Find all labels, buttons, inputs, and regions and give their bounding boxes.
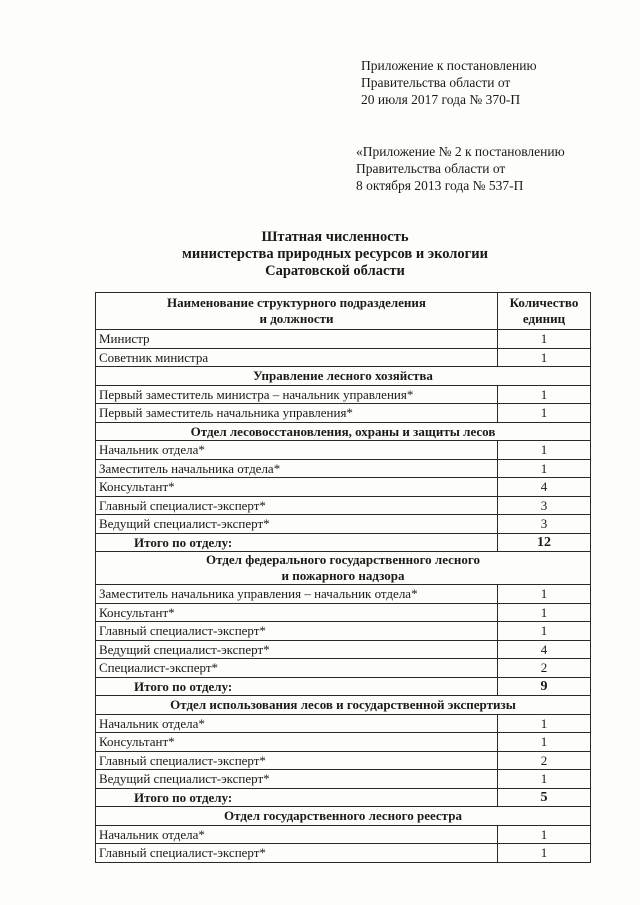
table-row <box>96 659 591 678</box>
unit-count: 3 <box>498 496 591 515</box>
table-row <box>96 404 591 423</box>
position-name: Заместитель начальника отдела* <box>96 459 498 478</box>
section-heading: Отдел федерального государственного лесного и пожарного надзора <box>96 552 591 585</box>
subtotal-row <box>96 533 591 552</box>
unit-count: 1 <box>498 330 591 349</box>
annex-line: 8 октября 2013 года № 537-П <box>356 178 524 193</box>
table-row <box>96 640 591 659</box>
annex-reference-original <box>356 143 565 194</box>
unit-count: 4 <box>498 478 591 497</box>
title-line: Штатная численность <box>261 229 409 245</box>
table-row <box>96 751 591 770</box>
position-name: Министр <box>96 330 498 349</box>
subtotal-row <box>96 677 591 696</box>
unit-count: 1 <box>498 441 591 460</box>
unit-count: 3 <box>498 515 591 534</box>
position-name: Консультант* <box>96 603 498 622</box>
section-heading: Управление лесного хозяйства <box>96 367 591 386</box>
position-name: Начальник отдела* <box>96 714 498 733</box>
position-name: Консультант* <box>96 733 498 752</box>
unit-count: 1 <box>498 844 591 863</box>
subtotal-label: Итого по отделу: <box>96 533 498 552</box>
position-name: Заместитель начальника управления – начальник отдела* <box>96 585 498 604</box>
table-row <box>96 622 591 641</box>
position-name: Консультант* <box>96 478 498 497</box>
position-name: Главный специалист-эксперт* <box>96 622 498 641</box>
subtotal-count: 9 <box>498 677 591 696</box>
annex-line: Правительства области от <box>356 161 506 176</box>
annex-line: Правительства области от <box>361 75 511 90</box>
unit-count: 1 <box>498 348 591 367</box>
position-name: Первый заместитель министра – начальник управления* <box>96 385 498 404</box>
position-name: Начальник отдела* <box>96 825 498 844</box>
position-name: Ведущий специалист-эксперт* <box>96 640 498 659</box>
section-heading: Отдел лесовосстановления, охраны и защиты лесов <box>96 422 591 441</box>
position-name: Специалист-эксперт* <box>96 659 498 678</box>
subtotal-count: 12 <box>498 533 591 552</box>
section-heading-row <box>96 552 591 585</box>
subtotal-count: 5 <box>498 788 591 807</box>
header-unit-count: Количество единиц <box>498 293 591 330</box>
table-row <box>96 348 591 367</box>
position-name: Главный специалист-эксперт* <box>96 751 498 770</box>
subtotal-row <box>96 788 591 807</box>
unit-count: 4 <box>498 640 591 659</box>
table-row <box>96 459 591 478</box>
unit-count: 1 <box>498 404 591 423</box>
table-row <box>96 825 591 844</box>
position-name: Начальник отдела* <box>96 441 498 460</box>
unit-count: 1 <box>498 770 591 789</box>
table-row <box>96 385 591 404</box>
title-line: Саратовской области <box>265 263 405 279</box>
table-row <box>96 330 591 349</box>
unit-count: 2 <box>498 659 591 678</box>
position-name: Советник министра <box>96 348 498 367</box>
position-name: Ведущий специалист-эксперт* <box>96 515 498 534</box>
section-heading-row <box>96 696 591 715</box>
table-row <box>96 496 591 515</box>
table-row <box>96 603 591 622</box>
unit-count: 1 <box>498 385 591 404</box>
section-heading-row <box>96 422 591 441</box>
subtotal-label: Итого по отделу: <box>96 788 498 807</box>
unit-count: 2 <box>498 751 591 770</box>
annex-reference-current <box>361 57 537 108</box>
unit-count: 1 <box>498 622 591 641</box>
table-row <box>96 515 591 534</box>
table-header-row <box>96 293 591 330</box>
position-name: Первый заместитель начальника управления* <box>96 404 498 423</box>
section-heading: Отдел государственного лесного реестра <box>96 807 591 826</box>
unit-count: 1 <box>498 459 591 478</box>
section-heading: Отдел использования лесов и государственной экспертизы <box>96 696 591 715</box>
annex-line: 20 июля 2017 года № 370-П <box>361 92 521 107</box>
table-row <box>96 714 591 733</box>
unit-count: 1 <box>498 825 591 844</box>
table-row <box>96 844 591 863</box>
position-name: Ведущий специалист-эксперт* <box>96 770 498 789</box>
table-row <box>96 770 591 789</box>
title-line: министерства природных ресурсов и экологии <box>182 246 488 262</box>
table-row <box>96 733 591 752</box>
table-row <box>96 585 591 604</box>
header-position-name: Наименование структурного подразделения и должности <box>96 293 498 330</box>
document-title <box>0 229 640 280</box>
unit-count: 1 <box>498 714 591 733</box>
unit-count: 1 <box>498 585 591 604</box>
section-heading-row <box>96 807 591 826</box>
annex-line: Приложение к постановлению <box>361 58 537 73</box>
annex-line: «Приложение № 2 к постановлению <box>356 144 565 159</box>
table-row <box>96 441 591 460</box>
unit-count: 1 <box>498 603 591 622</box>
table-row <box>96 478 591 497</box>
subtotal-label: Итого по отделу: <box>96 677 498 696</box>
section-heading-row <box>96 367 591 386</box>
position-name: Главный специалист-эксперт* <box>96 496 498 515</box>
staffing-table <box>95 292 591 863</box>
unit-count: 1 <box>498 733 591 752</box>
position-name: Главный специалист-эксперт* <box>96 844 498 863</box>
